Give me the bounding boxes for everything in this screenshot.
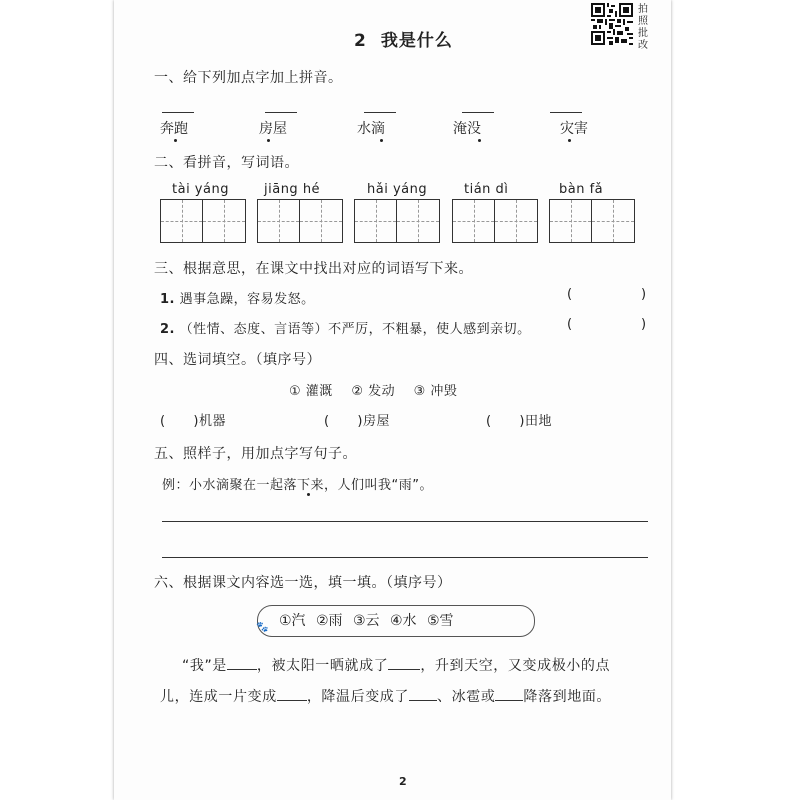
section4-heading: 四、选词填空。（填序号） (154, 352, 321, 368)
writing-grid[interactable] (354, 199, 440, 243)
lesson-title: 我是什么 (380, 31, 453, 51)
emphasis-dot (267, 139, 270, 142)
question-1 (160, 288, 315, 307)
fill-blank[interactable] (409, 700, 437, 701)
text-segment: ，被太阳一晒就成了 (256, 658, 389, 674)
fill-blank[interactable] (495, 700, 523, 701)
answer-paren-open[interactable]: ( (567, 317, 573, 332)
pinyin-label: tián dì (464, 182, 509, 197)
word-item: 水滴 (357, 121, 385, 137)
qr-code-icon[interactable] (591, 3, 633, 45)
emphasis-dot (307, 493, 310, 496)
writing-grid[interactable] (452, 199, 538, 243)
worksheet-page (114, 0, 671, 800)
pinyin-blank[interactable] (265, 112, 297, 113)
pinyin-label: tài yáng (172, 182, 229, 197)
pinyin-blank[interactable] (364, 112, 396, 113)
writing-grid[interactable] (160, 199, 246, 243)
question-number: 1. (160, 292, 175, 307)
question-2 (160, 318, 531, 337)
text-segment: 儿，连成一片变成 (160, 689, 277, 705)
emphasis-dot (478, 139, 481, 142)
writing-grid[interactable] (549, 199, 635, 243)
writing-grid[interactable] (257, 199, 343, 243)
fill-blank[interactable] (277, 700, 307, 701)
section2-heading: 二、看拼音，写词语。 (154, 155, 299, 171)
word-item: 奔跑 (160, 121, 188, 137)
word-item: 淹没 (453, 121, 481, 137)
word-options: ① 灌溉 ② 发动 ③ 冲毁 (289, 384, 458, 399)
paragraph-line-1 (182, 655, 610, 675)
pinyin-blank[interactable] (550, 112, 582, 113)
text-segment: ，升到天空，又变成极小的点 (420, 658, 611, 674)
answer-line[interactable] (162, 557, 648, 558)
text-segment: 降落到地面。 (523, 689, 612, 705)
answer-paren-open[interactable]: ( (567, 287, 573, 302)
pinyin-label: jiāng hé (264, 182, 321, 197)
paw-icon: 🐾 (256, 622, 269, 633)
page-number: 2 (399, 775, 407, 788)
text-segment: 、冰雹或 (437, 689, 496, 705)
section6-heading: 六、根据课文内容选一选，填一填。（填序号） (154, 575, 452, 591)
pinyin-blank[interactable] (162, 112, 194, 113)
question-text: 遇事急躁，容易发怒。 (179, 292, 315, 307)
text-segment: “我”是 (182, 658, 227, 674)
answer-paren-close[interactable]: ) (641, 287, 647, 302)
answer-line[interactable] (162, 521, 648, 522)
section1-heading: 一、给下列加点字加上拼音。 (154, 70, 343, 86)
emphasis-dot (174, 139, 177, 142)
fill-blank-item[interactable]: ( )田地 (486, 414, 552, 429)
pinyin-label: hǎi yáng (367, 182, 428, 197)
section5-heading: 五、照样子，用加点字写句子。 (154, 446, 357, 462)
answer-paren-close[interactable]: ) (641, 317, 647, 332)
text-segment: ，降温后变成了 (306, 689, 410, 705)
page-title (354, 26, 453, 51)
question-number: 2. (160, 322, 175, 337)
question-text: （性情、态度、言语等）不严厉，不粗暴，使人感到亲切。 (179, 322, 531, 337)
emphasis-dot (380, 139, 383, 142)
example-sentence: 例：小水滴聚在一起落下来，人们叫我“雨”。 (162, 478, 433, 493)
lesson-number: 2 (354, 31, 367, 51)
word-item: 房屋 (259, 121, 287, 137)
paragraph-line-2 (160, 686, 611, 706)
choice-options: ①汽 ②雨 ③云 ④水 ⑤雪 (279, 613, 454, 629)
fill-blank[interactable] (388, 669, 420, 670)
qr-label: 拍照批改 (638, 4, 648, 51)
fill-blank[interactable] (227, 669, 257, 670)
section3-heading: 三、根据意思，在课文中找出对应的词语写下来。 (154, 261, 473, 277)
fill-blank-item[interactable]: ( )房屋 (324, 414, 390, 429)
word-item: 灾害 (560, 121, 588, 137)
pinyin-label: bàn fǎ (559, 182, 604, 197)
pinyin-blank[interactable] (462, 112, 494, 113)
fill-blank-item[interactable]: ( )机器 (160, 414, 226, 429)
emphasis-dot (568, 139, 571, 142)
